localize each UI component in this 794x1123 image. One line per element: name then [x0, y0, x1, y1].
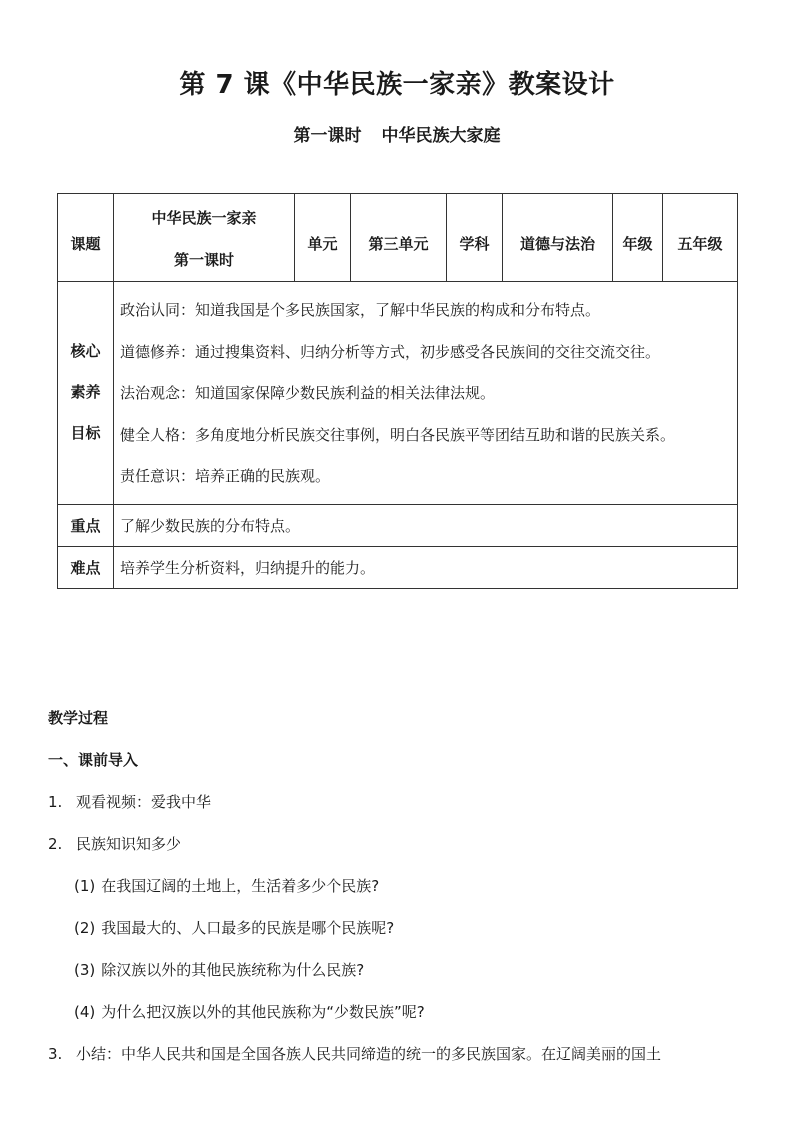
page-subtitle — [0, 121, 794, 146]
table-difficulty-row — [58, 546, 738, 588]
question-item: (3) 除汉族以外的其他民族统称为什么民族? — [74, 961, 365, 979]
table-header-row — [58, 194, 738, 282]
table-goals-row — [58, 282, 738, 505]
subtitle-topic: 中华民族大家庭 — [381, 126, 501, 146]
cell-topic-label: 课题 — [58, 194, 114, 282]
goal-item: 政治认同：知道我国是个多民族国家，了解中华民族的构成和分布特点。 — [120, 301, 601, 319]
list-item: 1. 观看视频：爱我中华 — [48, 793, 212, 811]
list-item: 3. 小结：中华人民共和国是全国各族人民共同缔造的统一的多民族国家。在辽阔美丽的国土 — [48, 1045, 662, 1063]
question-item: (2) 我国最大的、人口最多的民族是哪个民族呢? — [74, 919, 395, 937]
cell-topic-value — [114, 194, 295, 282]
topic-line-1: 中华民族一家亲 — [151, 209, 257, 227]
teaching-process — [48, 704, 748, 1082]
goals-label: 核心 素养 目标 — [58, 282, 114, 505]
cell-subject-value: 道德与法治 — [503, 194, 613, 282]
page-title: 第 7 课《中华民族一家亲》教案设计 — [179, 70, 615, 100]
question-item: (1) 在我国辽阔的土地上，生活着多少个民族? — [74, 877, 380, 895]
goal-item: 法治观念：知道国家保障少数民族利益的相关法律法规。 — [120, 384, 496, 402]
goals-content — [114, 282, 738, 505]
difficulty-text: 培养学生分析资料，归纳提升的能力。 — [114, 546, 738, 588]
difficulty-label: 难点 — [58, 546, 114, 588]
lesson-info-table — [57, 193, 738, 589]
topic-line-2: 第一课时 — [173, 251, 234, 269]
goal-item: 道德修养：通过搜集资料、归纳分析等方式，初步感受各民族间的交往交流交往。 — [120, 342, 661, 361]
cell-unit-label: 单元 — [295, 194, 351, 282]
keypoint-text: 了解少数民族的分布特点。 — [114, 504, 738, 546]
question-item: (4) 为什么把汉族以外的其他民族称为“少数民族”呢? — [74, 1003, 425, 1021]
cell-subject-label: 学科 — [447, 194, 503, 282]
cell-grade-value: 五年级 — [663, 194, 738, 282]
table-keypoint-row — [58, 504, 738, 546]
section-heading: 一、课前导入 — [48, 751, 139, 769]
keypoint-label: 重点 — [58, 504, 114, 546]
list-item: 2. 民族知识知多少 — [48, 835, 182, 853]
cell-unit-value: 第三单元 — [351, 194, 447, 282]
goal-item: 健全人格：多角度地分析民族交往事例，明白各民族平等团结互助和谐的民族关系。 — [120, 425, 676, 444]
cell-grade-label: 年级 — [613, 194, 663, 282]
subtitle-lesson: 第一课时 — [293, 126, 362, 146]
goal-item: 责任意识：培养正确的民族观。 — [120, 467, 331, 485]
process-heading: 教学过程 — [48, 709, 109, 727]
